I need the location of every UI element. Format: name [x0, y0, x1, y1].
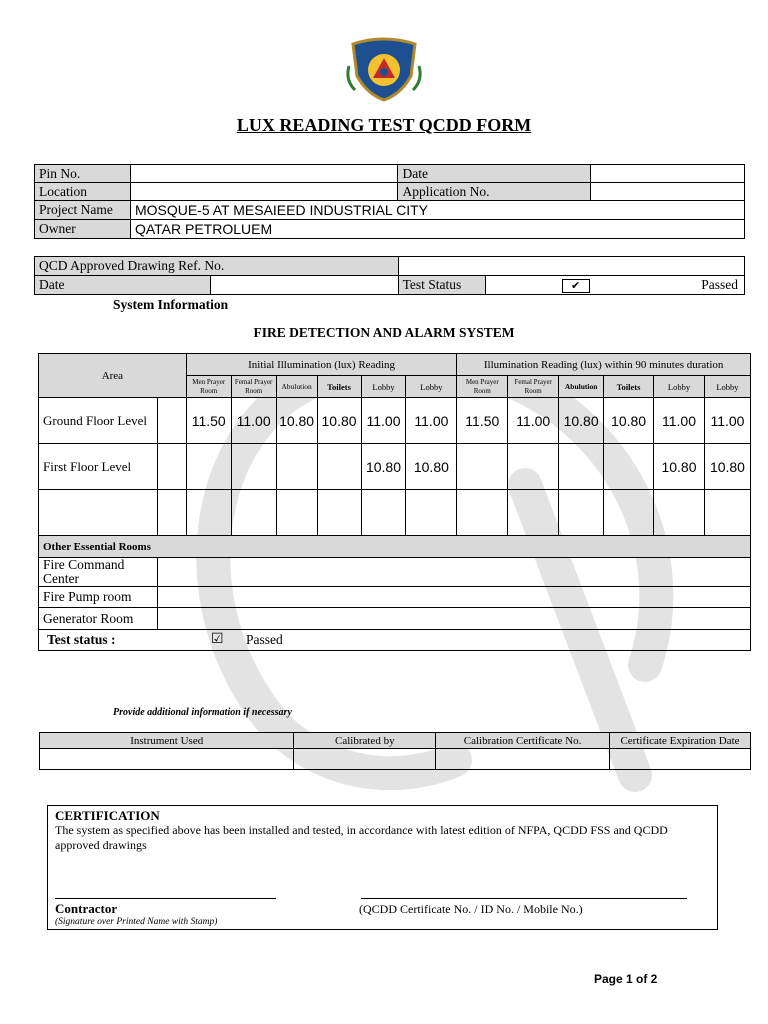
lux-value-cell[interactable] [317, 444, 361, 490]
duration-reading-header: Illumination Reading (lux) within 90 minutes duration [457, 354, 751, 376]
area-name: Ground Floor Level [39, 398, 158, 444]
certification-title: CERTIFICATION [55, 808, 160, 823]
instrument-table [39, 732, 751, 770]
other-room-row-label: Generator Room [39, 608, 158, 630]
contractor-note: (Signature over Printed Name with Stamp) [55, 917, 218, 927]
location-label: Location [35, 183, 131, 201]
area-name: First Floor Level [39, 444, 158, 490]
system-name-heading: FIRE DETECTION AND ALARM SYSTEM [253, 325, 515, 340]
lux-value-cell[interactable] [457, 490, 508, 536]
project-name-label: Project Name [35, 201, 131, 220]
lux-value-cell[interactable] [186, 444, 231, 490]
cert-expiration-header: Certificate Expiration Date [610, 733, 751, 749]
lux-value-cell[interactable]: 11.00 [654, 398, 705, 444]
form-title: LUX READING TEST QCDD FORM [236, 115, 532, 135]
area-extra-cell[interactable] [157, 444, 186, 490]
sub-column-header: Abulution [559, 376, 604, 398]
system-info-heading: System Information [113, 297, 229, 312]
sub-column-header: Abulution [276, 376, 317, 398]
drawing-date-label: Date [35, 276, 211, 295]
test-status-field[interactable] [485, 276, 744, 295]
sub-column-header: Lobby [704, 376, 750, 398]
qcdd-id-line[interactable] [361, 898, 687, 899]
lux-value-cell[interactable] [186, 490, 231, 536]
area-name [39, 490, 158, 536]
lux-value-cell[interactable] [406, 490, 457, 536]
lux-value-cell[interactable]: 11.00 [704, 398, 750, 444]
lux-value-cell[interactable] [559, 444, 604, 490]
instrument-used-field[interactable] [40, 749, 294, 770]
lux-value-cell[interactable] [508, 490, 559, 536]
lux-value-cell[interactable] [559, 490, 604, 536]
lux-value-cell[interactable] [231, 444, 276, 490]
lux-value-cell[interactable]: 11.00 [361, 398, 406, 444]
lux-row [39, 444, 751, 490]
sub-column-header: Toilets [604, 376, 654, 398]
drawing-date-field[interactable] [210, 276, 398, 295]
drawing-ref-table [34, 256, 745, 295]
contractor-signature-line[interactable] [55, 898, 276, 899]
project-info-table [34, 164, 745, 239]
page-number: Page 1 of 2 [594, 972, 658, 986]
pin-label: Pin No. [35, 165, 131, 183]
certification-box [47, 805, 718, 930]
lux-value-cell[interactable]: 11.00 [231, 398, 276, 444]
lux-value-cell[interactable] [604, 444, 654, 490]
date-field[interactable] [591, 165, 745, 183]
lux-value-cell[interactable]: 10.80 [317, 398, 361, 444]
date-label: Date [398, 165, 591, 183]
area-extra-cell[interactable] [157, 490, 186, 536]
test-status-label: Test Status [398, 276, 485, 295]
contractor-label: Contractor [55, 901, 118, 916]
pin-field[interactable] [130, 165, 398, 183]
application-field[interactable] [591, 183, 745, 201]
lux-value-cell[interactable]: 11.00 [508, 398, 559, 444]
lux-value-cell[interactable] [654, 490, 705, 536]
cert-expiration-field[interactable] [610, 749, 751, 770]
lux-row [39, 398, 751, 444]
lux-value-cell[interactable]: 10.80 [654, 444, 705, 490]
initial-reading-header: Initial Illumination (lux) Reading [186, 354, 457, 376]
additional-info-note: Provide additional information if necessary [113, 707, 292, 718]
calibrated-by-field[interactable] [294, 749, 436, 770]
lux-value-cell[interactable]: 10.80 [559, 398, 604, 444]
lux-value-cell[interactable] [317, 490, 361, 536]
lux-value-cell[interactable]: 10.80 [406, 444, 457, 490]
lux-value-cell[interactable]: 11.50 [186, 398, 231, 444]
sub-column-header: Toilets [317, 376, 361, 398]
sub-column-header: Men Prayer Room [186, 376, 231, 398]
lux-value-cell[interactable]: 11.00 [406, 398, 457, 444]
lux-value-cell[interactable] [704, 490, 750, 536]
lux-reading-table [38, 353, 751, 651]
sub-column-header: Men Prayer Room [457, 376, 508, 398]
lux-value-cell[interactable] [457, 444, 508, 490]
other-room-row-label: Fire Command Center [39, 558, 158, 587]
test-status-value: Passed [246, 632, 283, 647]
sub-column-header: Lobby [406, 376, 457, 398]
area-header: Area [39, 354, 187, 398]
drawing-ref-label: QCD Approved Drawing Ref. No. [35, 257, 399, 276]
sub-column-header: Femal Prayer Room [231, 376, 276, 398]
lux-row [39, 490, 751, 536]
passed-label: Passed [701, 277, 738, 292]
qcdd-emblem-logo [345, 36, 423, 102]
lux-value-cell[interactable] [276, 490, 317, 536]
lux-value-cell[interactable] [361, 490, 406, 536]
project-name-field[interactable]: MOSQUE-5 AT MESAIEED INDUSTRIAL CITY [130, 201, 744, 220]
other-room-field[interactable] [157, 587, 750, 608]
lux-value-cell[interactable] [508, 444, 559, 490]
lux-value-cell[interactable]: 10.80 [604, 398, 654, 444]
calibration-cert-header: Calibration Certificate No. [436, 733, 610, 749]
calibrated-by-header: Calibrated by [294, 733, 436, 749]
lux-value-cell[interactable] [276, 444, 317, 490]
area-extra-cell[interactable] [157, 398, 186, 444]
other-room-field[interactable] [157, 558, 750, 587]
owner-label: Owner [35, 220, 131, 239]
passed-checkbox[interactable]: ✔ [562, 279, 590, 293]
lux-value-cell[interactable] [604, 490, 654, 536]
sub-column-header: Femal Prayer Room [508, 376, 559, 398]
owner-field[interactable]: QATAR PETROLUEM [130, 220, 744, 239]
other-room-field[interactable] [157, 608, 750, 630]
lux-value-cell[interactable]: 10.80 [276, 398, 317, 444]
test-status-row [39, 630, 751, 651]
instrument-used-header: Instrument Used [40, 733, 294, 749]
other-rooms-header: Other Essential Rooms [39, 536, 751, 558]
other-room-row-label: Fire Pump room [39, 587, 158, 608]
qcdd-cert-label: (QCDD Certificate No. / ID No. / Mobile No.) [359, 902, 583, 916]
calibration-cert-field[interactable] [436, 749, 610, 770]
location-field[interactable] [130, 183, 398, 201]
test-status-checkbox[interactable]: ☑ [211, 632, 224, 647]
sub-column-header: Lobby [361, 376, 406, 398]
lux-value-cell[interactable]: 11.50 [457, 398, 508, 444]
lux-value-cell[interactable]: 10.80 [704, 444, 750, 490]
lux-value-cell[interactable]: 10.80 [361, 444, 406, 490]
drawing-ref-field[interactable] [398, 257, 744, 276]
test-status-row-label: Test status : [47, 632, 116, 647]
sub-column-header: Lobby [654, 376, 705, 398]
certification-text: The system as specified above has been installed and tested, in accordance with latest edition of NFPA, QCDD FSS and QCDD approved drawings [55, 823, 668, 852]
lux-value-cell[interactable] [231, 490, 276, 536]
application-label: Application No. [398, 183, 591, 201]
